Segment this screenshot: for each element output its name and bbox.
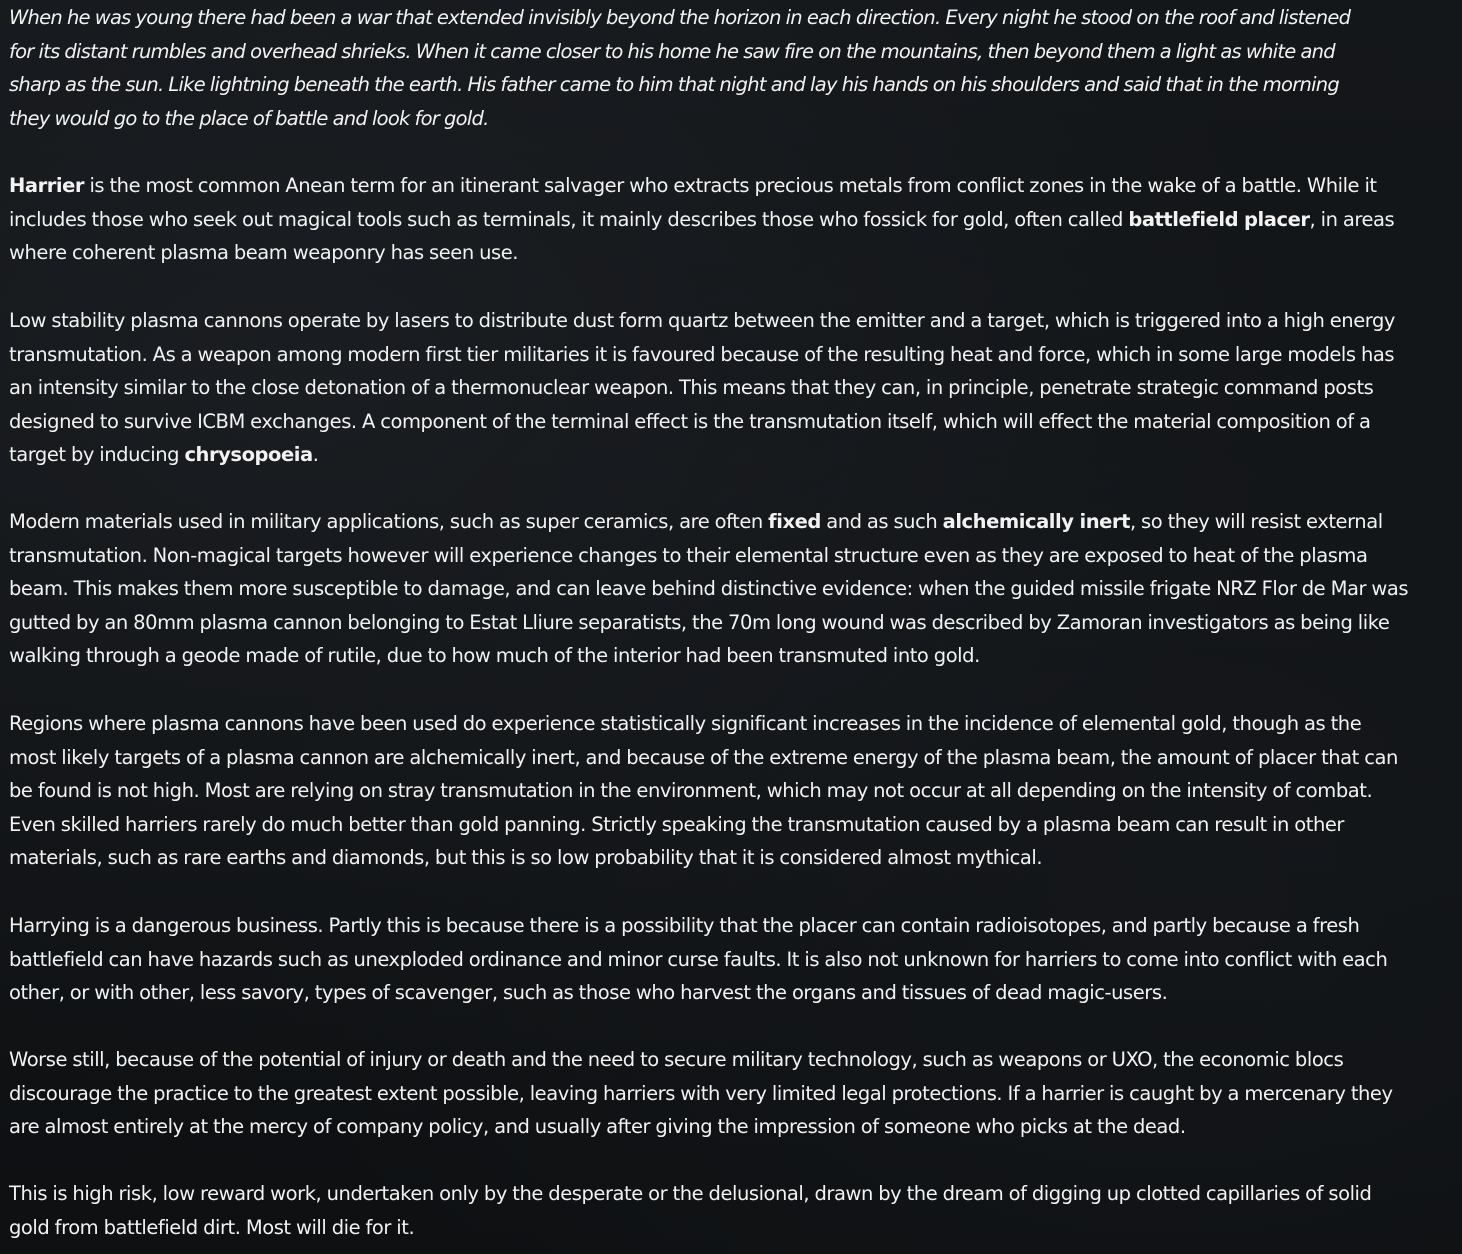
paragraph-text: Modern materials used in military applications, such as super ceramics, are often [9, 510, 769, 533]
regions-paragraph: Regions where plasma cannons have been used do experience statistically significant increases in the incidence of elemental gold, though as the most likely targets of a plasma cannon are alchemically inert, and because of the extreme energy of the plasma beam, the amount of placer that can be found is not high. Most are relying on stray transmutation in the environment, which may not occur at all depending on the intensity of combat. Even skilled harriers rarely do much better than gold panning. Strictly speaking the transmutation caused by a plasma beam can result in other materials, such as rare earths and diamonds, but this is so low probability that it is considered almost mythical. [9, 712, 1398, 870]
legal-paragraph: Worse still, because of the potential of injury or death and the need to secure military technology, such as weapons or UXO, the economic blocs discourage the practice to the greatest extent possible, leaving harriers with very limited legal protections. If a harrier is caught by a mercenary they are almost entirely at the mercy of company policy, and usually after giving the impression of someone who picks at the dead. [9, 1048, 1393, 1139]
paragraph-text: Low stability plasma cannons operate by lasers to distribute dust form quartz between the emitter and a target, which is triggered into a high energy transmutation. As a weapon among modern first tier militaries it is favoured because of the resulting heat and force, which in some large models has an intensity similar to the close detonation of a thermonuclear weapon. This means that they can, in principle, penetrate strategic command posts designed to survive ICBM exchanges. A component of the terminal effect is the transmutation itself, which will effect the material composition of a target by inducing [9, 309, 1395, 467]
plasma-cannon-paragraph [9, 304, 1395, 472]
paragraph-text: . [312, 443, 319, 467]
term-chrysopoeia: chrysopoeia [184, 443, 313, 467]
paragraph-text: and as such [820, 510, 943, 533]
harrier-definition-paragraph [9, 169, 1394, 270]
conclusion-paragraph: This is high risk, low reward work, undertaken only by the desperate or the delusional, drawn by the dream of digging up clotted capillaries of solid gold from battlefield dirt. Most will die for it. [9, 1182, 1372, 1239]
term-harrier: Harrier [9, 174, 85, 197]
paragraph-text: is the most common Anean term for an itinerant salvager who extracts precious metals from conflict zones in the wake of a battle. While it includes those who seek out magical tools such as terminals, it mainly describes those who fossick for gold, often called [9, 174, 1377, 231]
epigraph-paragraph: When he was young there had been a war that extended invisibly beyond the horizon in each direction. Every night he stood on the roof and listened for its distant rumbles and overhead shrieks. When it came closer to his home he saw fire on the mountains, then beyond them a light as white and sharp as the sun. Like lightning beneath the earth. His father came to him that night and lay his hands on his shoulders and said that in the morning they would go to the place of battle and look for gold. [9, 6, 1351, 130]
dangers-paragraph: Harrying is a dangerous business. Partly this is because there is a possibility that the placer can contain radioisotopes, and partly because a fresh battlefield can have hazards such as unexploded ordinance and minor curse faults. It is also not unknown for harriers to come into conflict with each other, or with other, less savory, types of scavenger, such as those who harvest the organs and tissues of dead magic-users. [9, 914, 1388, 1005]
materials-paragraph [9, 505, 1408, 673]
term-alchemically-inert: alchemically inert [942, 510, 1130, 533]
paragraph-text: , in areas where coherent plasma beam weaponry has seen use. [9, 207, 1395, 265]
paragraph-text: , so they will resist external transmutation. Non-magical targets however will experience changes to their elemental structure even as they are exposed to heat of the plasma beam. This makes them more susceptible to damage, and can leave behind distinctive evidence: when the guided missile frigate NRZ Flor de Mar was gutted by an 80mm plasma cannon belonging to Estat Lliure separatists, the 70m long wound was described by Zamoran investigators as being like walking through a geode made of rutile, due to how much of the interior had been transmuted into gold. [9, 510, 1409, 668]
term-fixed: fixed [768, 510, 821, 533]
term-battlefield-placer: battlefield placer [1128, 207, 1310, 231]
